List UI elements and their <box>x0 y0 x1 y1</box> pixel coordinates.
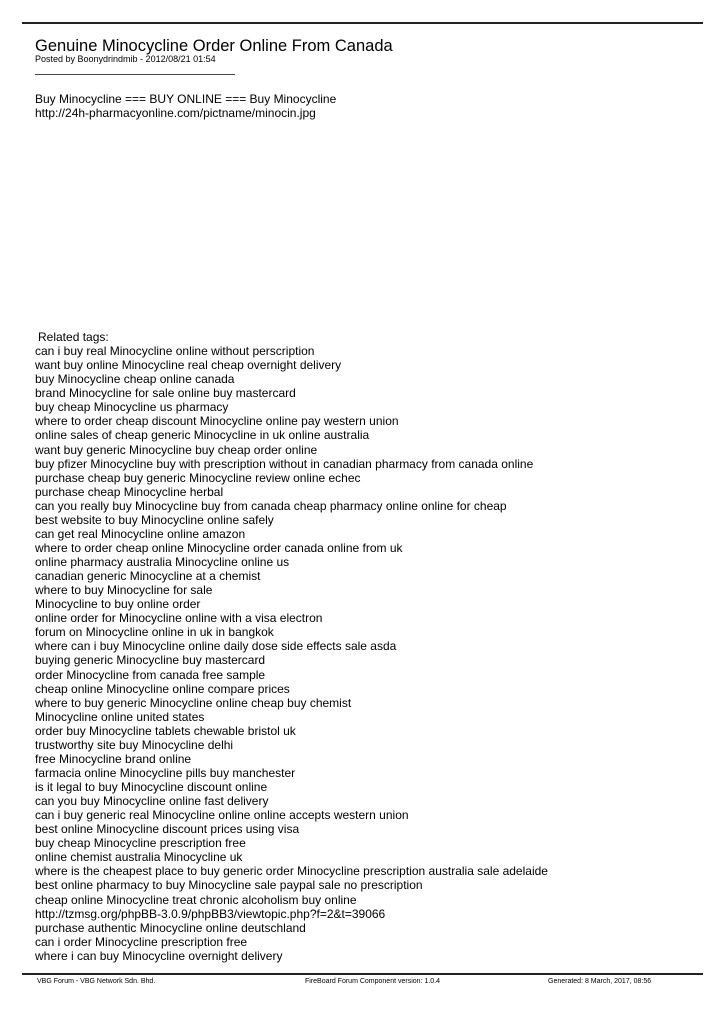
tag-item: where to order cheap online Minocycline order canada online from uk <box>35 540 403 555</box>
tag-item: best online pharmacy to buy Minocycline sale paypal sale no prescription <box>35 878 423 893</box>
tag-item: purchase cheap Minocycline herbal <box>35 484 224 499</box>
tag-item: can get real Minocycline online amazon <box>35 526 246 541</box>
tag-item: buying generic Minocycline buy mastercard <box>35 653 266 668</box>
tag-item: want buy online Minocycline real cheap overnight delivery <box>35 358 342 373</box>
related-tags-heading: Related tags: <box>38 330 109 344</box>
tag-item: where to buy generic Minocycline online cheap buy chemist <box>35 695 352 710</box>
footer-version: FireBoard Forum Component version: 1.0.4 <box>305 978 441 985</box>
tag-item: where can i buy Minocycline online daily dose side effects sale asda <box>35 639 397 654</box>
tag-item: is it legal to buy Minocycline discount online <box>35 780 268 794</box>
tag-item: buy pfizer Minocycline buy with prescription without in canadian pharmacy from canada online <box>35 456 534 471</box>
tag-item: canadian generic Minocycline at a chemist <box>35 569 261 584</box>
tag-item: buy cheap Minocycline prescription free <box>35 836 246 851</box>
tag-item: where i can buy Minocycline overnight delivery <box>35 948 283 963</box>
tag-item: where to order cheap discount Minocycline online pay western union <box>35 414 399 429</box>
tag-item: order buy Minocycline tablets chewable bristol uk <box>35 723 296 738</box>
body-link: http://24h-pharmacyonline.com/pictname/minocin.jpg <box>35 106 316 120</box>
tag-item: can i buy real Minocycline online without perscription <box>35 344 315 359</box>
tag-item: online chemist australia Minocycline uk <box>35 850 243 865</box>
tag-item: want buy generic Minocycline buy cheap order online <box>35 442 318 457</box>
tag-item: order Minocycline from canada free sample <box>35 667 266 682</box>
tag-item: purchase cheap buy generic Minocycline review online echec <box>35 470 361 485</box>
footer-generated: Generated: 8 March, 2017, 08:56 <box>548 978 652 985</box>
tag-item: can you buy Minocycline online fast delivery <box>35 794 269 809</box>
tag-item: can you really buy Minocycline buy from canada cheap pharmacy online online for cheap <box>35 498 507 513</box>
tag-item: best website to buy Minocycline online safely <box>35 512 274 527</box>
top-divider <box>22 22 703 24</box>
bottom-divider <box>22 973 703 975</box>
tag-item: cheap online Minocycline treat chronic alcoholism buy online <box>35 892 357 907</box>
tag-item: buy cheap Minocycline us pharmacy <box>35 400 229 415</box>
tag-item: online pharmacy australia Minocycline online us <box>35 555 290 569</box>
tag-item: brand Minocycline for sale online buy mastercard <box>35 386 296 401</box>
footer-site: VBG Forum - VBG Network Sdn. Bhd. <box>37 978 156 985</box>
tag-item: cheap online Minocycline online compare prices <box>35 681 290 696</box>
tag-item: free Minocycline brand online <box>35 751 192 766</box>
meta-divider <box>35 74 235 75</box>
related-tags <box>35 330 548 963</box>
tag-item: http://tzmsg.org/phpBB-3.0.9/phpBB3/viewtopic.php?f=2&t=39066 <box>35 906 386 921</box>
tag-item: forum on Minocycline online in uk in bangkok <box>35 625 274 640</box>
tag-item: purchase authentic Minocycline online deutschland <box>35 920 306 935</box>
tag-item: farmacia online Minocycline pills buy manchester <box>35 765 296 780</box>
tag-item: online sales of cheap generic Minocycline in uk online australia <box>35 428 370 443</box>
post-body <box>35 92 336 120</box>
tag-item: Minocycline to buy online order <box>35 597 201 612</box>
tag-item: can i order Minocycline prescription free <box>35 934 248 949</box>
tag-item: online order for Minocycline online with a visa electron <box>35 611 323 626</box>
tag-item: can i buy generic real Minocycline online online accepts western union <box>35 808 409 823</box>
post-title: Genuine Minocycline Order Online From Canada <box>35 37 393 55</box>
tag-item: buy Minocycline cheap online canada <box>35 372 235 387</box>
tag-item: where is the cheapest place to buy generic order Minocycline prescription australia sale adelaide <box>35 864 548 879</box>
tag-item: where to buy Minocycline for sale <box>35 583 213 598</box>
tag-item: best online Minocycline discount prices using visa <box>35 822 300 837</box>
post-meta: Posted by Boonydrindmib - 2012/08/21 01:54 <box>35 54 216 64</box>
body-line: Buy Minocycline === BUY ONLINE === Buy Minocycline <box>35 92 337 106</box>
tag-item: trustworthy site buy Minocycline delhi <box>35 737 234 752</box>
tag-item: Minocycline online united states <box>35 709 205 724</box>
